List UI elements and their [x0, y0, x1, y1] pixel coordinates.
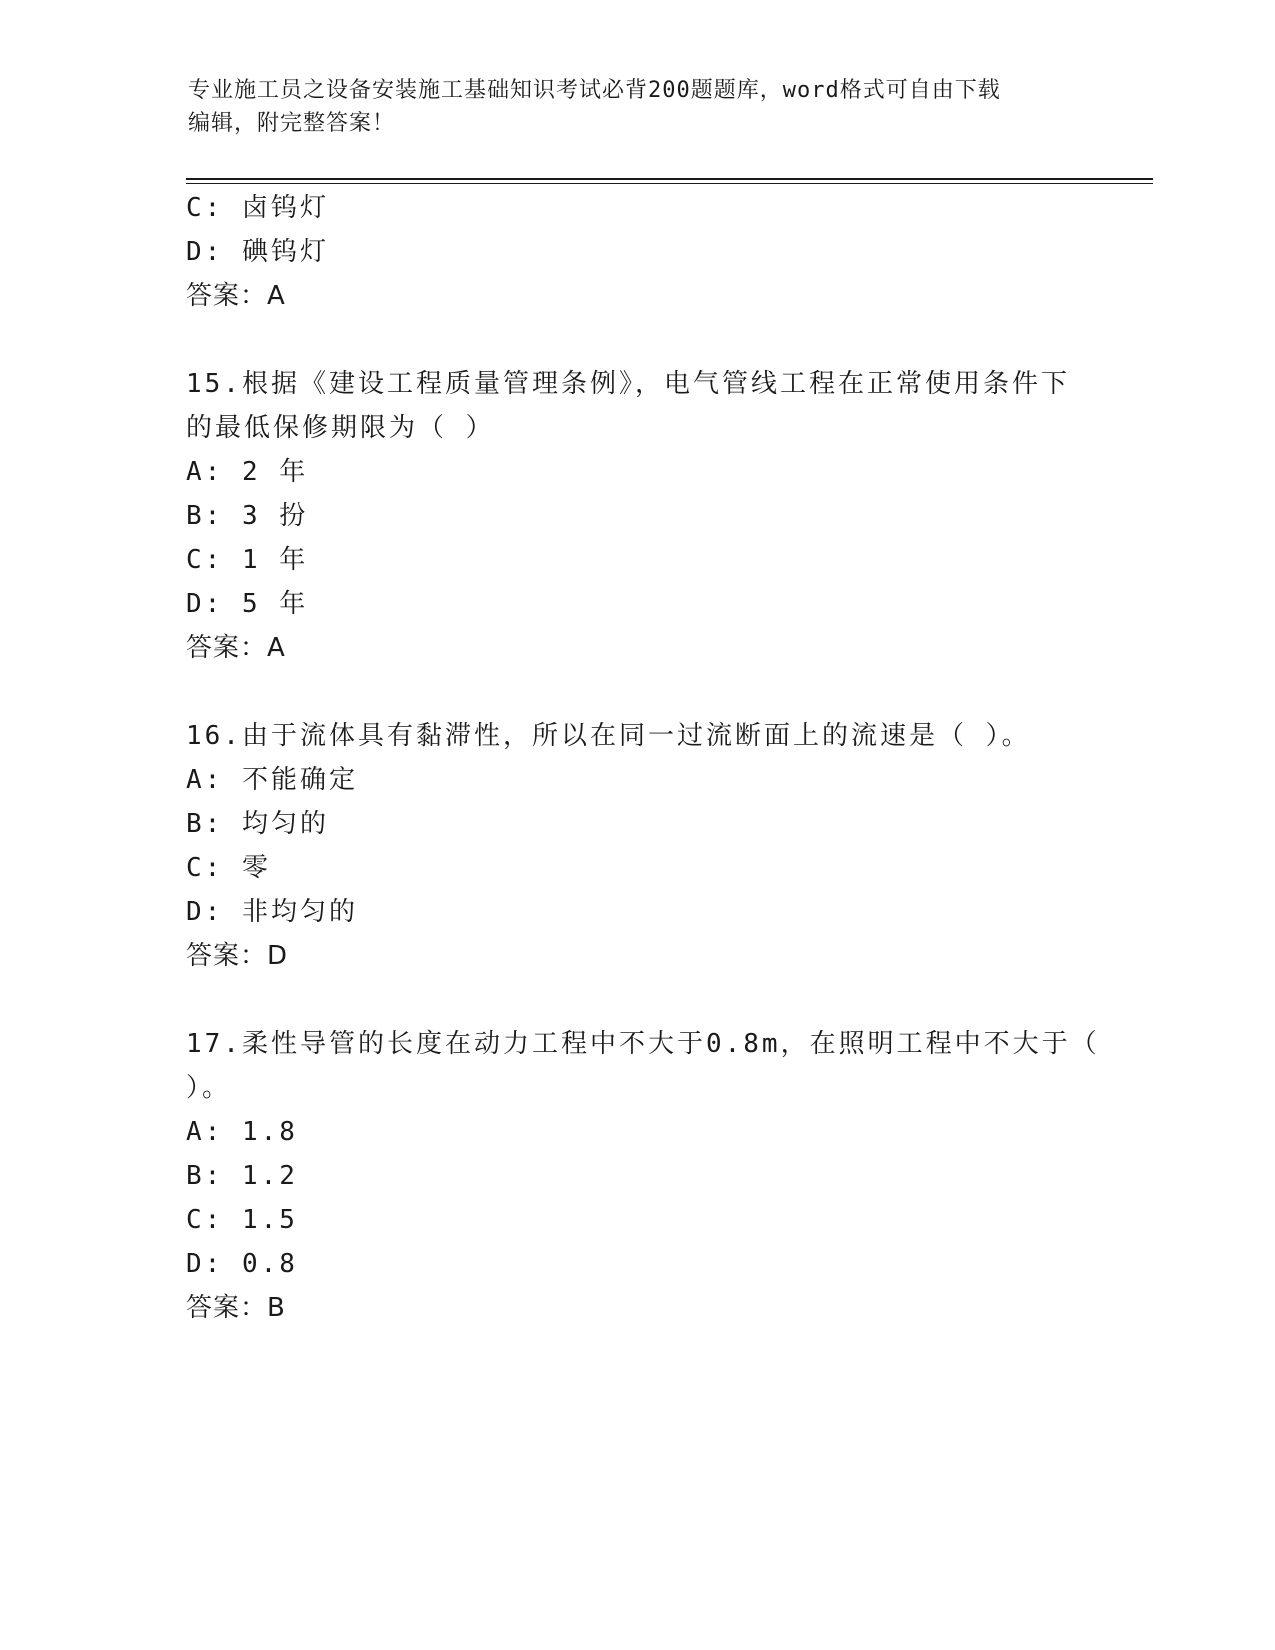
q17-option-c: C: 1.5	[186, 1205, 298, 1235]
q15-stem-line-2: 的最低保修期限为（ ）	[186, 413, 495, 443]
q17-option-a: A: 1.8	[186, 1117, 298, 1147]
q16-option-c: C: 零	[186, 853, 271, 883]
q16-stem-line-1: 16.由于流体具有黏滞性，所以在同一过流断面上的流速是（ ）。	[186, 721, 1031, 751]
q15-stem-line-1: 15.根据《建设工程质量管理条例》，电气管线工程在正常使用条件下	[186, 369, 1070, 399]
q16-option-a: A: 不能确定	[186, 765, 358, 795]
header-title-line-1: 专业施工员之设备安装施工基础知识考试必背200题题库，word格式可自由下载	[188, 78, 1001, 103]
q14-answer: 答案：A	[186, 281, 286, 311]
document-header	[188, 74, 1068, 140]
q17-answer: 答案：B	[186, 1293, 286, 1323]
q14-option-c: C: 卤钨灯	[186, 193, 329, 223]
q17-option-d: D: 0.8	[186, 1249, 298, 1279]
q15-option-b: B: 3 扮	[186, 501, 309, 531]
q17-stem-line-1: 17.柔性导管的长度在动力工程中不大于0.8m，在照明工程中不大于（	[186, 1029, 1100, 1059]
q16-option-b: B: 均匀的	[186, 809, 329, 839]
q16-option-d: D: 非均匀的	[186, 897, 358, 927]
header-title-line-2: 编辑，附完整答案！	[188, 111, 396, 136]
q15-option-a: A: 2 年	[186, 457, 309, 487]
q15-answer: 答案：A	[186, 633, 286, 663]
header-divider-thick	[186, 178, 1153, 180]
q16-answer: 答案：D	[186, 941, 289, 971]
q14-option-d: D: 碘钨灯	[186, 237, 329, 267]
q17-stem-line-2: ）。	[186, 1073, 232, 1103]
header-divider-thin	[186, 183, 1153, 184]
q15-option-d: D: 5 年	[186, 589, 309, 619]
q15-option-c: C: 1 年	[186, 545, 309, 575]
q17-option-b: B: 1.2	[186, 1161, 298, 1191]
